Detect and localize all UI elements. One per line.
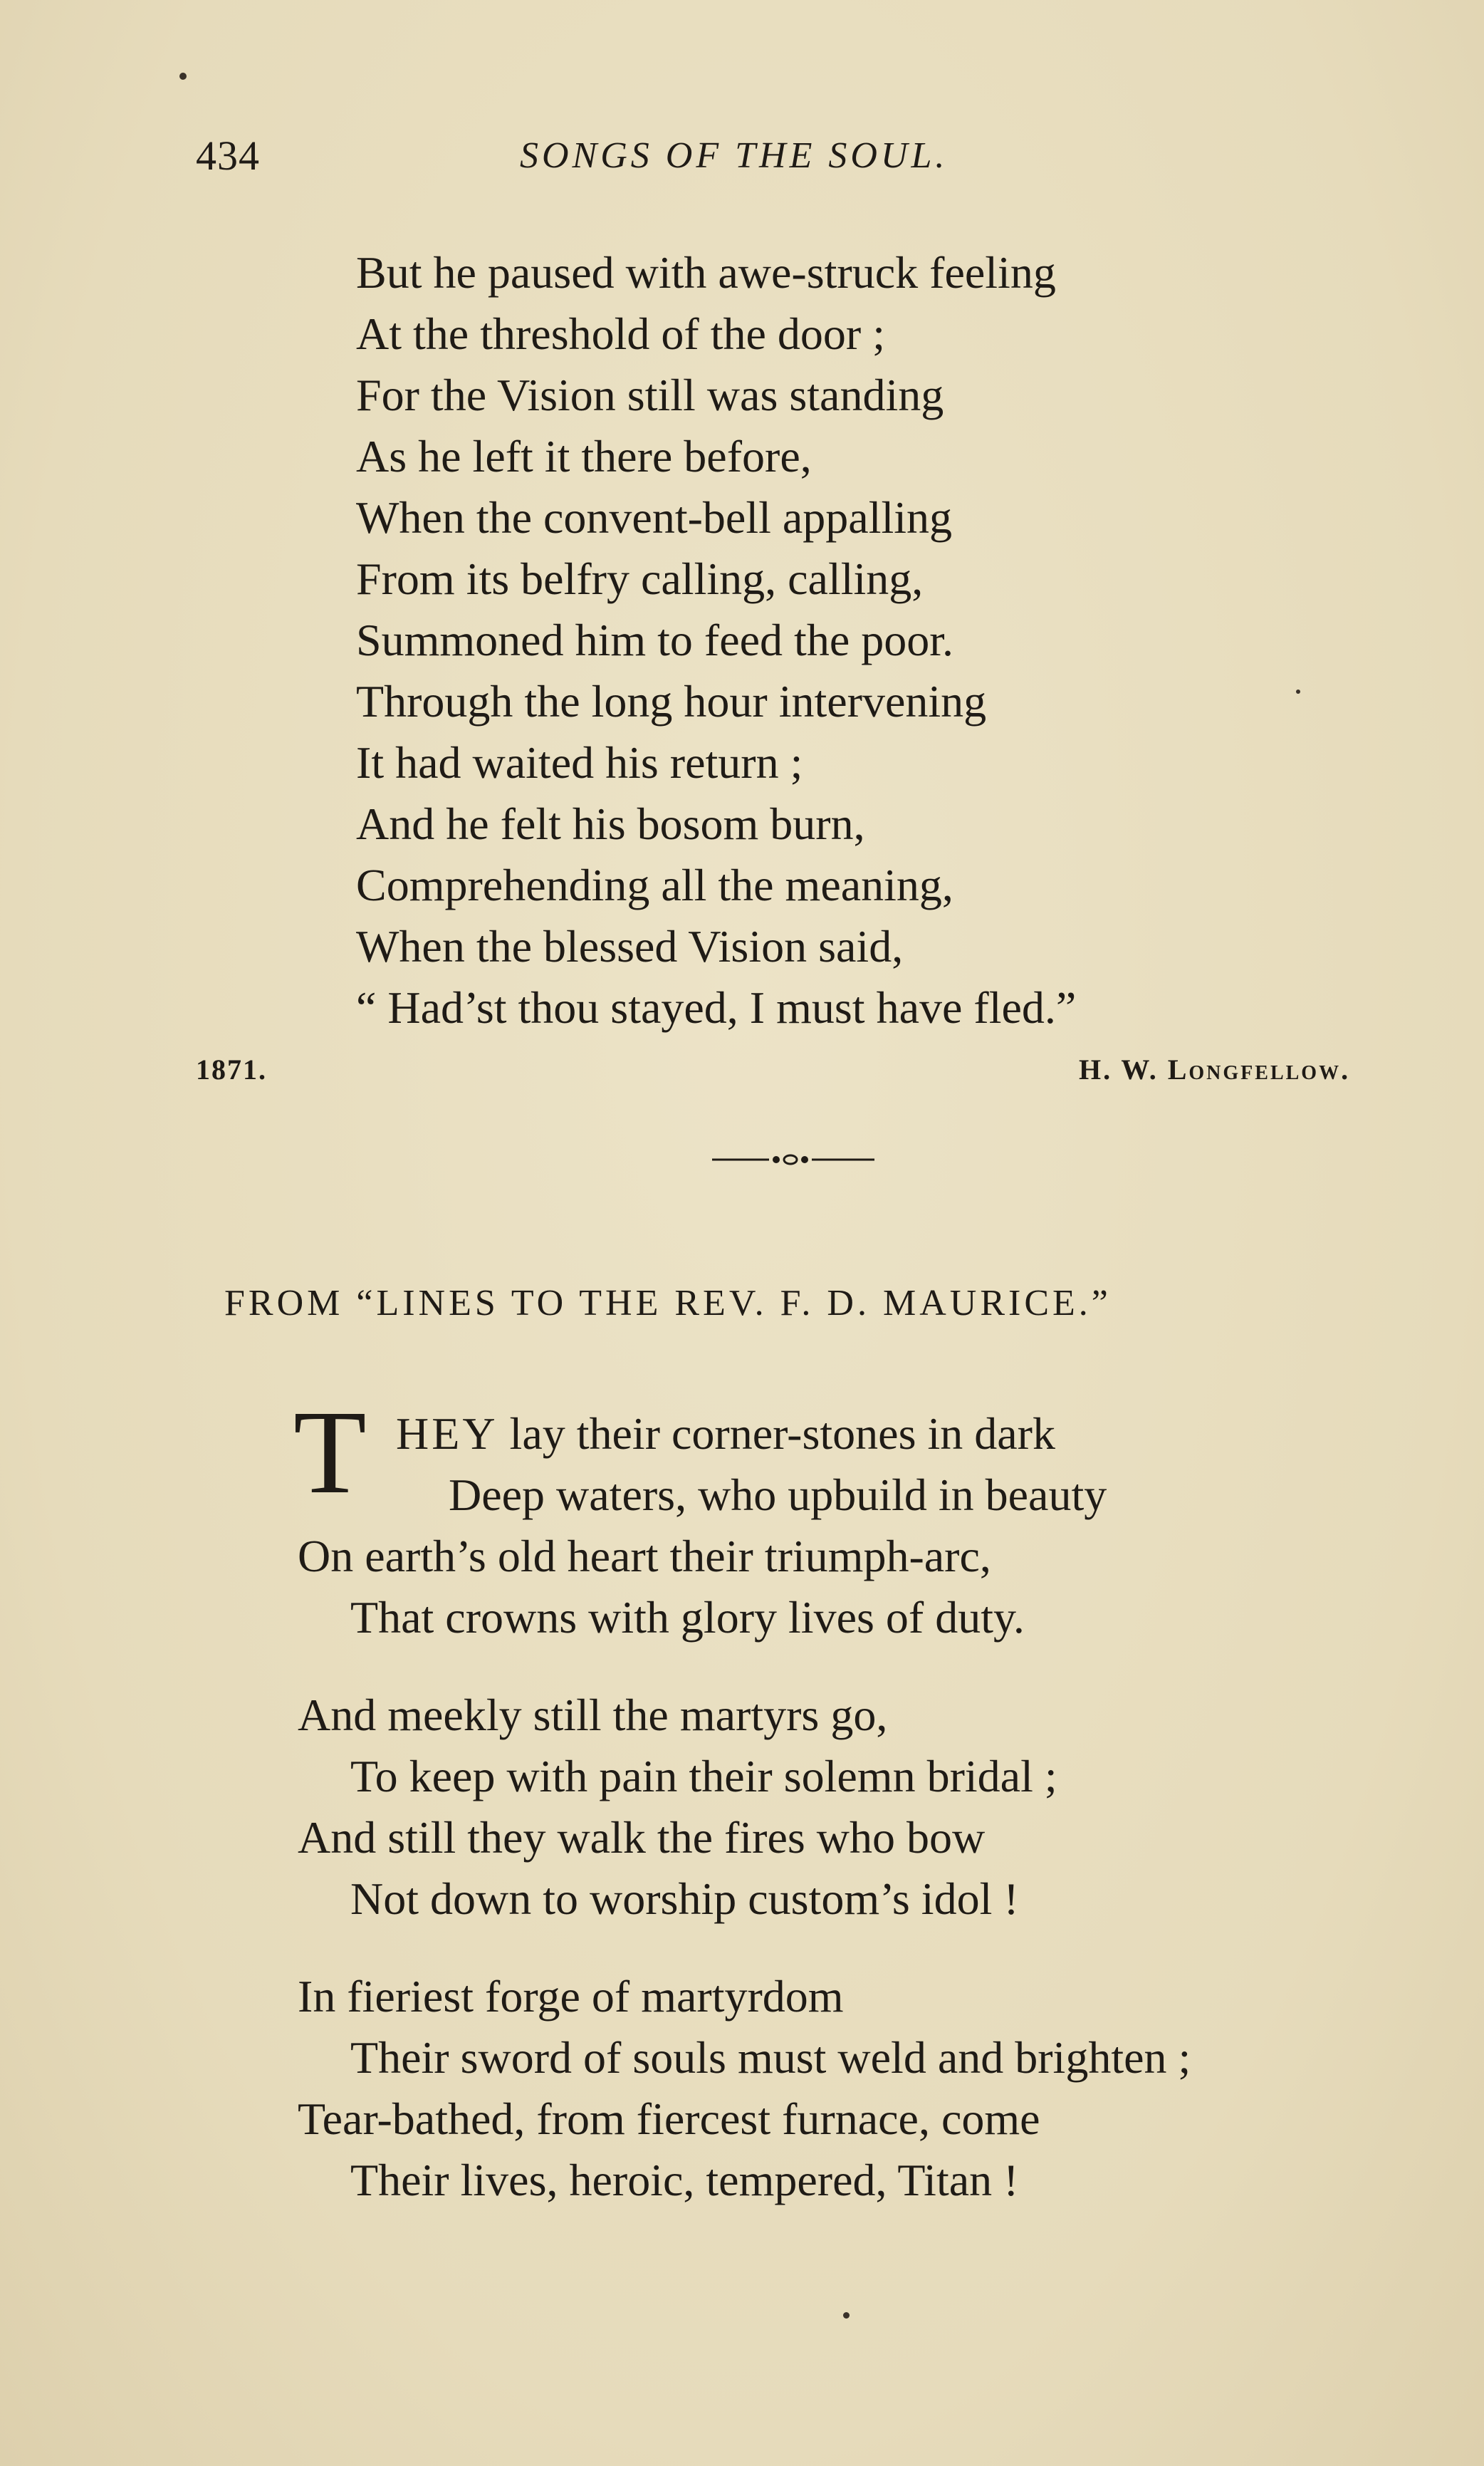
ink-speck	[843, 2312, 850, 2319]
poem-line: When the blessed Vision said,	[356, 921, 904, 972]
poem-line: Tear-bathed, from fiercest furnace, come	[298, 2093, 1040, 2144]
poem-year: 1871.	[196, 1053, 267, 1086]
longfellow-poem-excerpt	[356, 242, 1076, 1039]
running-title: SONGS OF THE SOUL.	[520, 135, 949, 176]
stanza-1	[293, 1386, 1107, 1648]
drop-cap: T	[293, 1386, 367, 1519]
poem-line: And meekly still the martyrs go,	[298, 1690, 888, 1740]
poem-line: Their lives, heroic, tempered, Titan !	[350, 2155, 1019, 2205]
poem-title: FROM “LINES TO THE REV. F. D. MAURICE.”	[224, 1283, 1112, 1323]
poem-line: Through the long hour intervening	[356, 676, 987, 727]
first-line-rest: lay their corner-stones in dark	[498, 1408, 1055, 1459]
poem-line: It had waited his return ;	[356, 737, 803, 788]
poem-author: H. W. Longfellow.	[1079, 1053, 1351, 1086]
poem-line: But he paused with awe-struck feeling	[356, 247, 1056, 298]
poem-line: At the threshold of the door ;	[356, 308, 885, 359]
attribution	[0, 1053, 1484, 1096]
page-number: 434	[196, 132, 260, 179]
poem-line: To keep with pain their solemn bridal ;	[350, 1751, 1057, 1801]
poem-line: In fieriest forge of martyrdom	[298, 1971, 844, 2022]
first-word-rest: HEY lay their corner-stones in dark	[396, 1408, 1055, 1459]
poem-line: As he left it there before,	[356, 431, 812, 482]
stanza-2	[298, 1685, 1057, 1930]
ink-speck	[1296, 690, 1300, 694]
poem-line: “ Had’st thou stayed, I must have fled.”	[356, 982, 1077, 1033]
section-divider-ornament	[712, 1145, 876, 1174]
stanza-3	[298, 1966, 1191, 2211]
ink-speck	[179, 73, 187, 80]
poem-line: For the Vision still was standing	[356, 370, 944, 420]
poem-line: From its belfry calling, calling,	[356, 553, 924, 604]
poem-line: Their sword of souls must weld and brighten ;	[350, 2032, 1191, 2083]
poem-line: That crowns with glory lives of duty.	[350, 1592, 1025, 1643]
poem-line: Comprehending all the meaning,	[356, 860, 953, 910]
poem-line: Summoned him to feed the poor.	[356, 615, 953, 665]
page-header	[0, 132, 1484, 189]
poem-line: On earth’s old heart their triumph-arc,	[298, 1531, 991, 1581]
poem-line: When the convent-bell appalling	[356, 492, 953, 543]
poem-line: And he felt his bosom burn,	[356, 798, 865, 849]
poem-line: Not down to worship custom’s idol !	[350, 1873, 1019, 1924]
poem-line: Deep waters, who upbuild in beauty	[449, 1469, 1107, 1520]
poem-line: And still they walk the fires who bow	[298, 1812, 986, 1863]
